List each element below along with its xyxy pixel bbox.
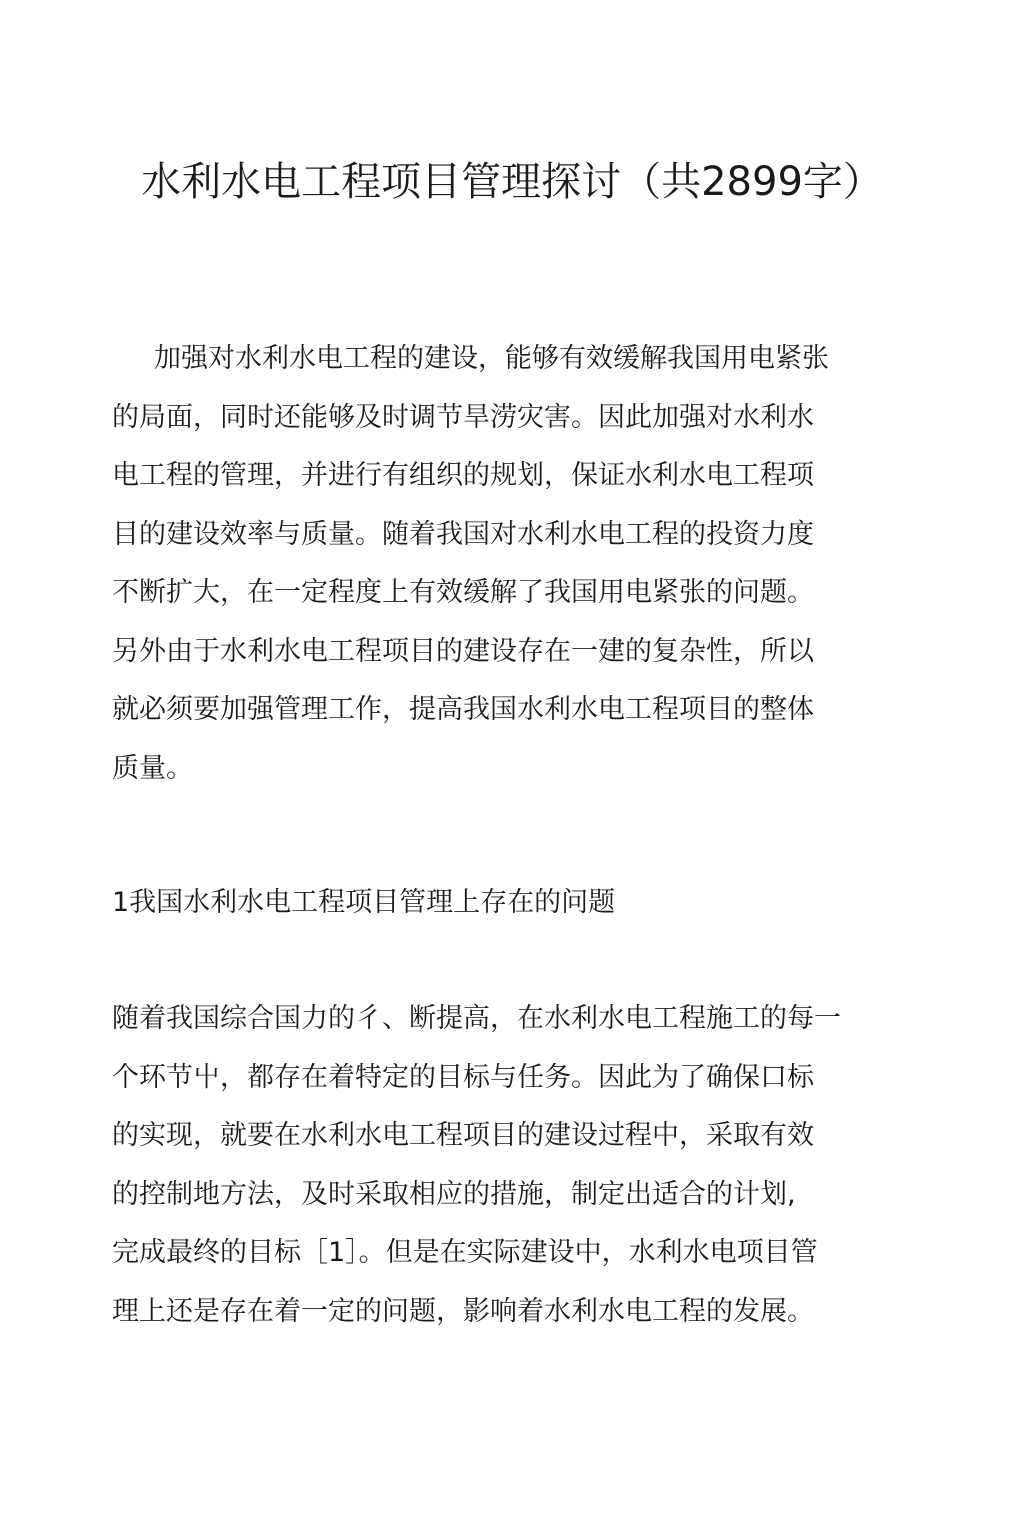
section-heading: 1我国水利水电工程项目管理上存在的问题 — [112, 887, 616, 918]
paragraph-line: 完成最终的目标［1］。但是在实际建设中，水利水电项目管 — [112, 1237, 818, 1268]
paragraph-line: 的控制地方法，及时采取相应的措施，制定出适合的计划, — [112, 1178, 796, 1210]
paragraph-line: 就必须要加强管理工作，提高我国水利水电工程项目的整体 — [112, 694, 814, 725]
paragraph-line: 随着我国综合国力的彳、断提高，在水利水电工程施工的每一 — [112, 1003, 841, 1034]
paragraph-line: 的局面，同时还能够及时调节旱涝灾害。因此加强对水利水 — [112, 401, 814, 433]
paragraph-line: 理上还是存在着一定的问题，影响着水利水电工程的发展。 — [112, 1295, 814, 1327]
paragraph-line: 个环节屮，都存在着特定的目标与任务。因此为了确保口标 — [112, 1061, 814, 1093]
paragraph-line: 电工程的管理，并进行有组织的规划，保证水利水电工程项 — [112, 460, 814, 491]
paragraph-line: 另外由于水利水电工程项目的建设存在一建的复杂性，所以 — [112, 635, 814, 667]
paragraph-line: 目的建设效率与质量。随着我国对水利水电工程的投资力度 — [112, 518, 814, 550]
paragraph-line: 加强对水利水电工程的建设，能够有效缓解我国用电紧张 — [154, 343, 829, 374]
paragraph-line: 质量。 — [112, 752, 193, 784]
intro-paragraph — [112, 330, 912, 798]
paragraph-line: 的实现，就要在水利水电工程项目的建设过程中，采取有效 — [112, 1120, 814, 1151]
paragraph-line: 不断扩大，在一定程度上有效缓解了我国用电紧张的问题。 — [112, 577, 814, 608]
document-title: 水利水电工程项目管理探讨（共2899字） — [141, 159, 883, 205]
section-paragraph — [112, 990, 912, 1341]
